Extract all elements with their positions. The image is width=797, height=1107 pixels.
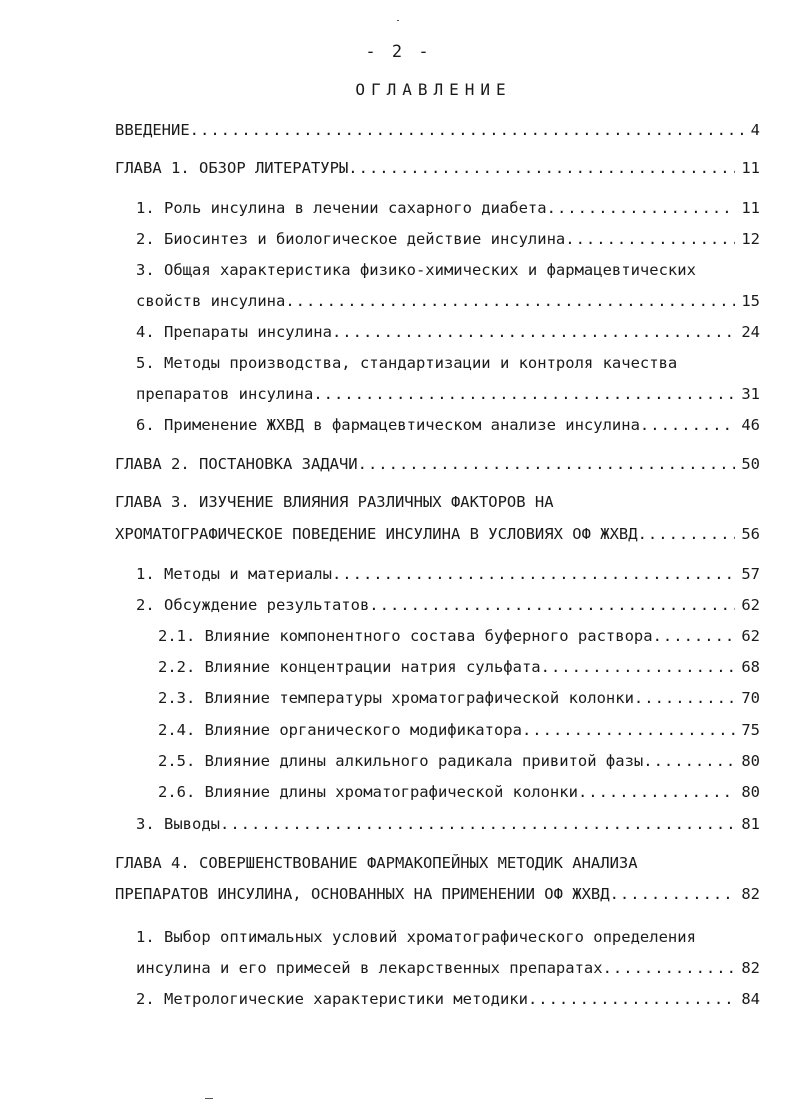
toc-entry-3-1[interactable] bbox=[136, 562, 760, 586]
page-title: ОГЛАВЛЕНИЕ bbox=[355, 80, 512, 99]
toc-leader-dots bbox=[332, 320, 735, 344]
toc-entry-3-2-3[interactable] bbox=[158, 686, 760, 710]
toc-leader-dots bbox=[541, 655, 736, 679]
toc-entry-3-2-5[interactable] bbox=[158, 749, 760, 773]
toc-leader-dots bbox=[369, 593, 735, 617]
toc-entry-chapter-4[interactable] bbox=[115, 882, 760, 906]
toc-entry-text: 3. Выводы bbox=[136, 815, 220, 833]
toc-entry-4-2[interactable] bbox=[136, 987, 760, 1011]
scan-speck bbox=[397, 20, 399, 21]
toc-page-number: 50 bbox=[741, 455, 760, 473]
toc-entry-text: 2. Обсуждение результатов bbox=[136, 596, 370, 614]
toc-entry-text: ВВЕДЕНИЕ bbox=[115, 121, 190, 139]
toc-entry-text: 2.5. Влияние длины алкильного радикала привитой фазы bbox=[158, 752, 644, 770]
toc-leader-dots bbox=[547, 196, 736, 220]
toc-entry-text: 4. Препараты инсулина bbox=[136, 323, 332, 341]
page-number: - 2 - bbox=[365, 42, 432, 62]
toc-page-number: 80 bbox=[741, 783, 760, 801]
toc-page-number: 12 bbox=[741, 230, 760, 248]
toc-entry-chapter-4-line1[interactable]: ГЛАВА 4. СОВЕРШЕНСТВОВАНИЕ ФАРМАКОПЕЙНЫХ МЕТОДИК АНАЛИЗА bbox=[115, 854, 638, 872]
toc-leader-dots bbox=[285, 289, 735, 313]
toc-entry-3-2[interactable] bbox=[136, 593, 760, 617]
toc-page-number: 75 bbox=[741, 721, 760, 739]
toc-leader-dots bbox=[603, 956, 736, 980]
toc-leader-dots bbox=[634, 686, 735, 710]
toc-entry-text: 6. Применение ЖХВД в фармацевтическом анализе инсулина bbox=[136, 416, 640, 434]
toc-page-number: 68 bbox=[741, 658, 760, 676]
toc-page-number: 80 bbox=[741, 752, 760, 770]
toc-entry-text: 1. Роль инсулина в лечении сахарного диабета bbox=[136, 199, 547, 217]
toc-page-number: 4 bbox=[750, 121, 760, 139]
toc-page-number: 24 bbox=[741, 323, 760, 341]
toc-page-number: 11 bbox=[741, 159, 760, 177]
toc-entry-4-1-line1[interactable]: 1. Выбор оптимальных условий хроматографического определения bbox=[136, 928, 696, 946]
toc-leader-dots bbox=[565, 227, 735, 251]
toc-leader-dots bbox=[653, 624, 736, 648]
toc-entry-text: ПРЕПАРАТОВ ИНСУЛИНА, ОСНОВАННЫХ НА ПРИМЕНЕНИИ ОФ ЖХВД bbox=[115, 885, 610, 903]
toc-entry-text: ГЛАВА 2. ПОСТАНОВКА ЗАДАЧИ bbox=[115, 455, 358, 473]
toc-entry-3-2-2[interactable] bbox=[158, 655, 760, 679]
toc-page-number: 31 bbox=[741, 385, 760, 403]
toc-entry-1-3[interactable] bbox=[136, 289, 760, 313]
toc-entry-chapter-1[interactable] bbox=[115, 156, 760, 180]
toc-page-number: 11 bbox=[741, 199, 760, 217]
toc-page-number: 15 bbox=[741, 292, 760, 310]
toc-page-number: 62 bbox=[741, 596, 760, 614]
toc-entry-3-2-6[interactable] bbox=[158, 780, 760, 804]
toc-page-number: 82 bbox=[741, 959, 760, 977]
toc-entry-1-1[interactable] bbox=[136, 196, 760, 220]
toc-page-number: 62 bbox=[741, 627, 760, 645]
toc-leader-dots bbox=[643, 749, 735, 773]
toc-entry-text: 2.3. Влияние температуры хроматографической колонки bbox=[158, 689, 634, 707]
toc-entry-intro[interactable] bbox=[115, 118, 760, 142]
toc-entry-chapter-3[interactable] bbox=[115, 522, 760, 546]
toc-entry-text: свойств инсулина bbox=[136, 292, 286, 310]
toc-leader-dots bbox=[220, 812, 735, 836]
toc-leader-dots bbox=[610, 882, 736, 906]
toc-entry-1-5[interactable] bbox=[136, 382, 760, 406]
toc-entry-text: 2. Метрологические характеристики методики bbox=[136, 990, 528, 1008]
toc-leader-dots bbox=[313, 382, 735, 406]
toc-entry-text: 2.6. Влияние длины хроматографической колонки bbox=[158, 783, 578, 801]
toc-entry-text: 1. Методы и материалы bbox=[136, 565, 332, 583]
toc-page-number: 56 bbox=[741, 525, 760, 543]
toc-entry-3-2-1[interactable] bbox=[158, 624, 760, 648]
toc-entry-text: ХРОМАТОГРАФИЧЕСКОЕ ПОВЕДЕНИЕ ИНСУЛИНА В УСЛОВИЯХ ОФ ЖХВД bbox=[115, 525, 638, 543]
toc-page-number: 81 bbox=[741, 815, 760, 833]
toc-leader-dots bbox=[528, 987, 735, 1011]
toc-leader-dots bbox=[578, 780, 735, 804]
toc-entry-text: 2.2. Влияние концентрации натрия сульфата bbox=[158, 658, 541, 676]
toc-entry-text: 2.1. Влияние компонентного состава буферного раствора bbox=[158, 627, 653, 645]
toc-leader-dots bbox=[332, 562, 735, 586]
toc-entry-3-2-4[interactable] bbox=[158, 718, 760, 742]
toc-leader-dots bbox=[348, 156, 735, 180]
toc-page-number: 70 bbox=[741, 689, 760, 707]
toc-entry-1-5-line1[interactable]: 5. Методы производства, стандартизации и контроля качества bbox=[136, 354, 678, 372]
toc-entry-chapter-3-line1[interactable]: ГЛАВА 3. ИЗУЧЕНИЕ ВЛИЯНИЯ РАЗЛИЧНЫХ ФАКТОРОВ НА bbox=[115, 493, 554, 511]
toc-leader-dots bbox=[640, 413, 735, 437]
toc-entry-text: 2. Биосинтез и биологическое действие инсулина bbox=[136, 230, 566, 248]
toc-leader-dots bbox=[638, 522, 736, 546]
toc-leader-dots bbox=[522, 718, 735, 742]
scan-speck bbox=[205, 1098, 213, 1099]
toc-leader-dots bbox=[190, 118, 745, 142]
toc-entry-text: 2.4. Влияние органического модификатора bbox=[158, 721, 522, 739]
toc-page-number: 46 bbox=[741, 416, 760, 434]
toc-entry-text: препаратов инсулина bbox=[136, 385, 314, 403]
toc-entry-1-4[interactable] bbox=[136, 320, 760, 344]
toc-entry-text: ГЛАВА 1. ОБЗОР ЛИТЕРАТУРЫ bbox=[115, 159, 349, 177]
toc-page-number: 84 bbox=[741, 990, 760, 1008]
toc-page-number: 82 bbox=[741, 885, 760, 903]
toc-entry-1-2[interactable] bbox=[136, 227, 760, 251]
toc-entry-1-6[interactable] bbox=[136, 413, 760, 437]
toc-entry-text: инсулина и его примесей в лекарственных препаратах bbox=[136, 959, 603, 977]
toc-page-number: 57 bbox=[741, 565, 760, 583]
toc-leader-dots bbox=[358, 452, 736, 476]
toc-entry-3-3[interactable] bbox=[136, 812, 760, 836]
toc-entry-4-1[interactable] bbox=[136, 956, 760, 980]
toc-entry-chapter-2[interactable] bbox=[115, 452, 760, 476]
toc-entry-1-3-line1[interactable]: 3. Общая характеристика физико-химических и фармацевтических bbox=[136, 261, 696, 279]
